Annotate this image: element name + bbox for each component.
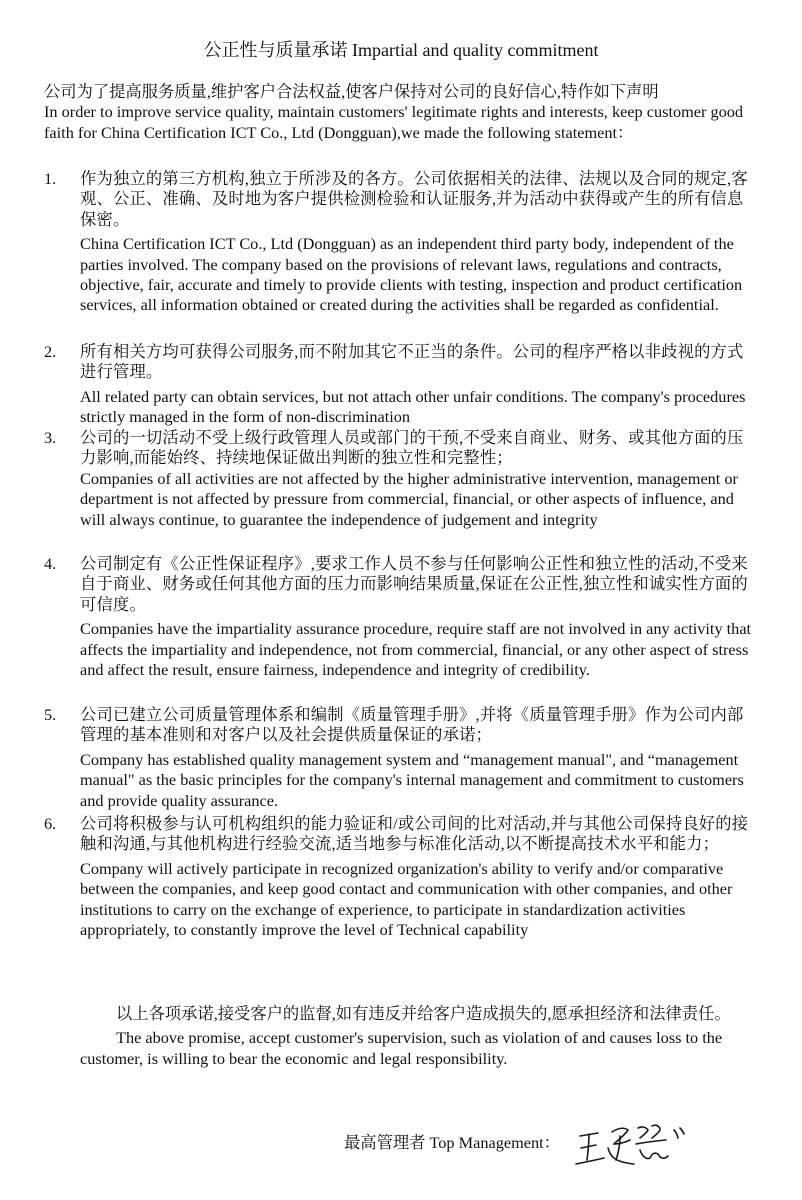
item-zh: 公司制定有《公正性保证程序》,要求工作人员不参与任何影响公正性和独立性的活动,不受来自于商业、财务或任何其他方面的压力而影响结果质量,保证在公正性,独立性和诚实性方面的可信度。 <box>80 554 748 614</box>
item-en: China Certification ICT Co., Ltd (Dongguan) as an independent third party body, independent of the parties involved. The company based on the provisions of relevant laws, regulations and contracts, objective, fair, accurate and timely to provide clients with testing, inspection and product certification services, all information obtained or created during the activities shall be regarded as confidential. <box>80 234 743 315</box>
item-en: Companies have the impartiality assurance procedure, require staff are not involved in any activity that affects the impartiality and independence, not from commercial, financial, or any other aspect of stress and affect the result, ensure fairness, independence and integrity of credibility. <box>80 619 752 680</box>
signature-label: 最高管理者 Top Management： <box>344 1133 560 1152</box>
commitment-item <box>44 428 758 554</box>
item-en: Company has established quality management system and “management manual", and “management manual" as the basic principles for the company's internal management and commitment to customers and provide quality assurance. <box>80 749 744 810</box>
item-number: 5. <box>44 705 57 724</box>
commitment-item <box>44 705 758 814</box>
intro-zh: 公司为了提高服务质量,维护客户合法权益,使客户保持对公司的良好信心,特作如下声明 <box>44 82 659 101</box>
intro-en: In order to improve service quality, maintain customers' legitimate rights and interests, keep customer good faith for China Certification ICT Co., Ltd (Dongguan),we made the following statement： <box>44 102 744 142</box>
commitment-item <box>44 554 758 705</box>
item-en: Companies of all activities are not affected by the higher administrative intervention, management or department is not affected by pressure from commercial, financial, or other aspects of influence, and will always continue, to guarantee the independence of judgement and integrity <box>80 468 738 529</box>
commitment-list <box>44 169 758 984</box>
closing-zh: 以上各项承诺,接受客户的监督,如有违反并给客户造成损失的,愿承担经济和法律责任。 <box>116 1004 731 1023</box>
commitment-item <box>44 814 758 984</box>
closing-en: The above promise, accept customer's supervision, such as violation of and causes loss to the customer, is willing to bear the economic and legal responsibility. <box>80 1028 723 1068</box>
intro-section <box>44 82 758 143</box>
item-number: 3. <box>44 428 57 447</box>
commitment-item <box>44 342 758 428</box>
item-zh: 公司已建立公司质量管理体系和编制《质量管理手册》,并将《质量管理手册》作为公司内部管理的基本准则和对客户以及社会提供质量保证的承诺； <box>80 705 744 745</box>
item-zh: 公司的一切活动不受上级行政管理人员或部门的干预,不受来自商业、财务、或其他方面的压力影响,而能始终、持续地保证做出判断的独立性和完整性； <box>80 428 744 468</box>
item-number: 4. <box>44 554 57 573</box>
item-number: 6. <box>44 814 57 833</box>
closing-section <box>80 1004 760 1069</box>
handwritten-signature <box>574 1114 694 1174</box>
item-en: Company will actively participate in recognized organization's ability to verify and/or comparative between the companies, and keep good contact and communication with other companies, and other institutions to carry on the exchange of experience, to participate in standardization activities appropriately, to constantly improve the level of Technical capability <box>80 858 733 940</box>
document-title: 公正性与质量承诺 Impartial and quality commitment <box>203 40 599 60</box>
item-en: All related party can obtain services, but not attach other unfair conditions. The company's procedures strictly managed in the form of non-discrimination <box>80 386 746 427</box>
item-number: 1. <box>44 169 57 188</box>
item-number: 2. <box>44 342 57 361</box>
item-zh: 公司将积极参与认可机构组织的能力验证和/或公司间的比对活动,并与其他公司保持良好的接触和沟通,与其他机构进行经验交流,适当地参与标准化活动,以不断提高技术水平和能力； <box>80 814 749 854</box>
item-zh: 作为独立的第三方机构,独立于所涉及的各方。公司依据相关的法律、法规以及合同的规定,客观、公正、准确、及时地为客户提供检测检验和认证服务,并为活动中获得或产生的所有信息保密。 <box>80 169 748 229</box>
item-zh: 所有相关方均可获得公司服务,而不附加其它不正当的条件。公司的程序严格以非歧视的方式进行管理。 <box>80 342 744 382</box>
commitment-item <box>44 169 758 342</box>
